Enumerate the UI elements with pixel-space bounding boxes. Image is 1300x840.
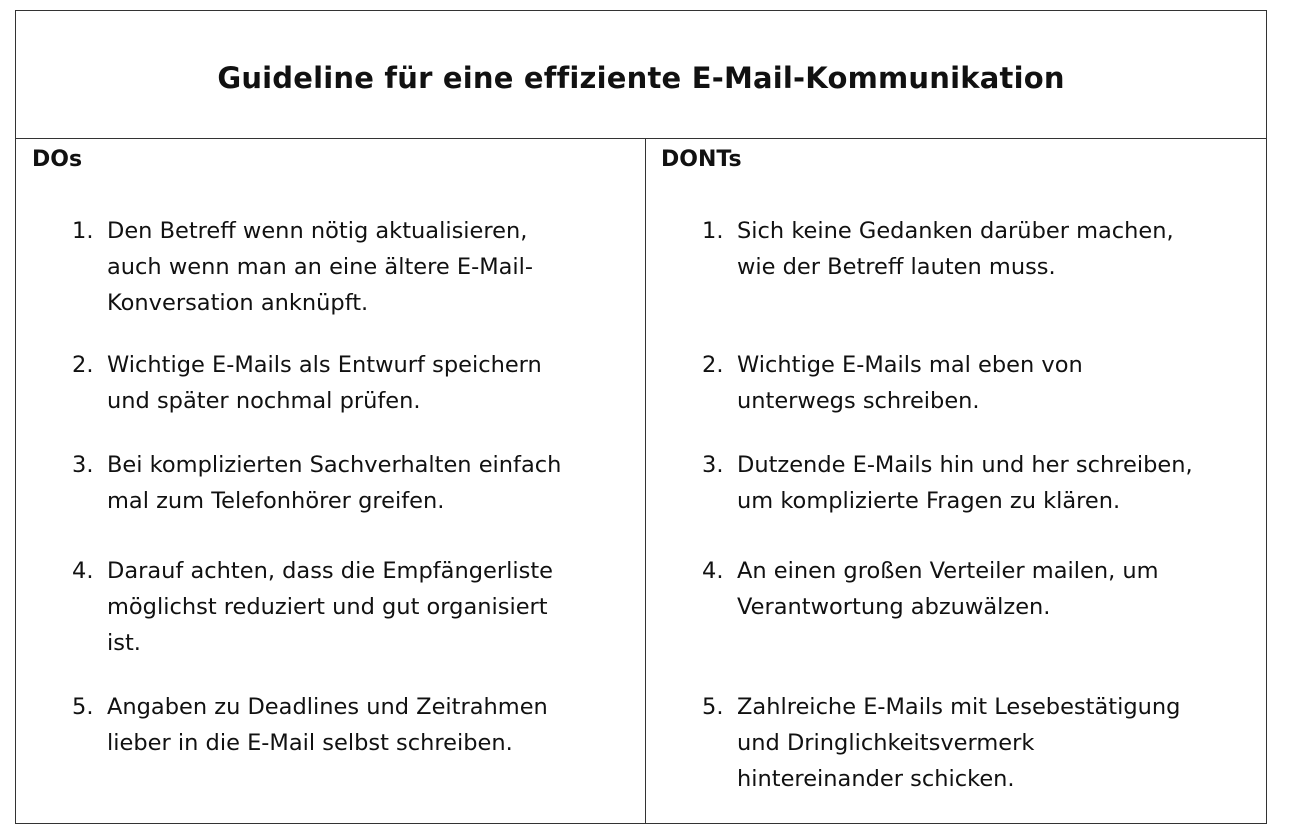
item-number: 5.	[702, 694, 724, 720]
item-line: und später nochmal prüfen.	[107, 388, 421, 414]
item-line: Verantwortung abzuwälzen.	[737, 594, 1051, 620]
item-line: lieber in die E-Mail selbst schreiben.	[107, 730, 513, 756]
item-number: 2.	[702, 352, 724, 378]
item-line: Sich keine Gedanken darüber machen,	[737, 218, 1174, 244]
item-line: ist.	[107, 630, 141, 656]
item-line: Dutzende E-Mails hin und her schreiben,	[737, 452, 1193, 478]
item-line: mal zum Telefonhörer greifen.	[107, 488, 445, 514]
item-line: Den Betreff wenn nötig aktualisieren,	[107, 218, 528, 244]
list-item	[72, 553, 553, 661]
item-line: Konversation anknüpft.	[107, 290, 369, 316]
list-item	[702, 689, 1180, 797]
dos-column	[16, 139, 646, 823]
item-line: wie der Betreff lauten muss.	[737, 254, 1056, 280]
item-line: Angaben zu Deadlines und Zeitrahmen	[107, 694, 548, 720]
item-line: Wichtige E-Mails als Entwurf speichern	[107, 352, 542, 378]
item-number: 3.	[72, 452, 94, 478]
item-line: hintereinander schicken.	[737, 766, 1015, 792]
list-item	[72, 447, 561, 519]
donts-header: DONTs	[661, 147, 742, 172]
item-line: auch wenn man an eine ältere E-Mail-	[107, 254, 534, 280]
item-line: unterwegs schreiben.	[737, 388, 980, 414]
item-number: 1.	[72, 218, 94, 244]
item-number: 1.	[702, 218, 724, 244]
list-item	[72, 347, 542, 419]
item-line: möglichst reduziert und gut organisiert	[107, 594, 548, 620]
donts-column	[646, 139, 1266, 823]
item-number: 4.	[72, 558, 94, 584]
item-number: 2.	[72, 352, 94, 378]
item-line: Zahlreiche E-Mails mit Lesebestätigung	[737, 694, 1181, 720]
list-item	[72, 213, 533, 321]
dos-header: DOs	[32, 147, 83, 172]
list-item	[702, 447, 1193, 519]
item-line: Darauf achten, dass die Empfängerliste	[107, 558, 553, 584]
item-number: 3.	[702, 452, 724, 478]
item-line: Wichtige E-Mails mal eben von	[737, 352, 1083, 378]
list-item	[702, 553, 1159, 625]
item-line: An einen großen Verteiler mailen, um	[737, 558, 1159, 584]
item-number: 5.	[72, 694, 94, 720]
guideline-table	[15, 10, 1267, 824]
title-row	[16, 11, 1266, 139]
list-item	[72, 689, 548, 761]
list-item	[702, 347, 1083, 419]
list-item	[702, 213, 1174, 285]
item-line: und Dringlichkeitsvermerk	[737, 730, 1035, 756]
item-number: 4.	[702, 558, 724, 584]
item-line: um komplizierte Fragen zu klären.	[737, 488, 1121, 514]
item-line: Bei komplizierten Sachverhalten einfach	[107, 452, 562, 478]
page-title: Guideline für eine effiziente E-Mail-Kommunikation	[217, 61, 1065, 95]
